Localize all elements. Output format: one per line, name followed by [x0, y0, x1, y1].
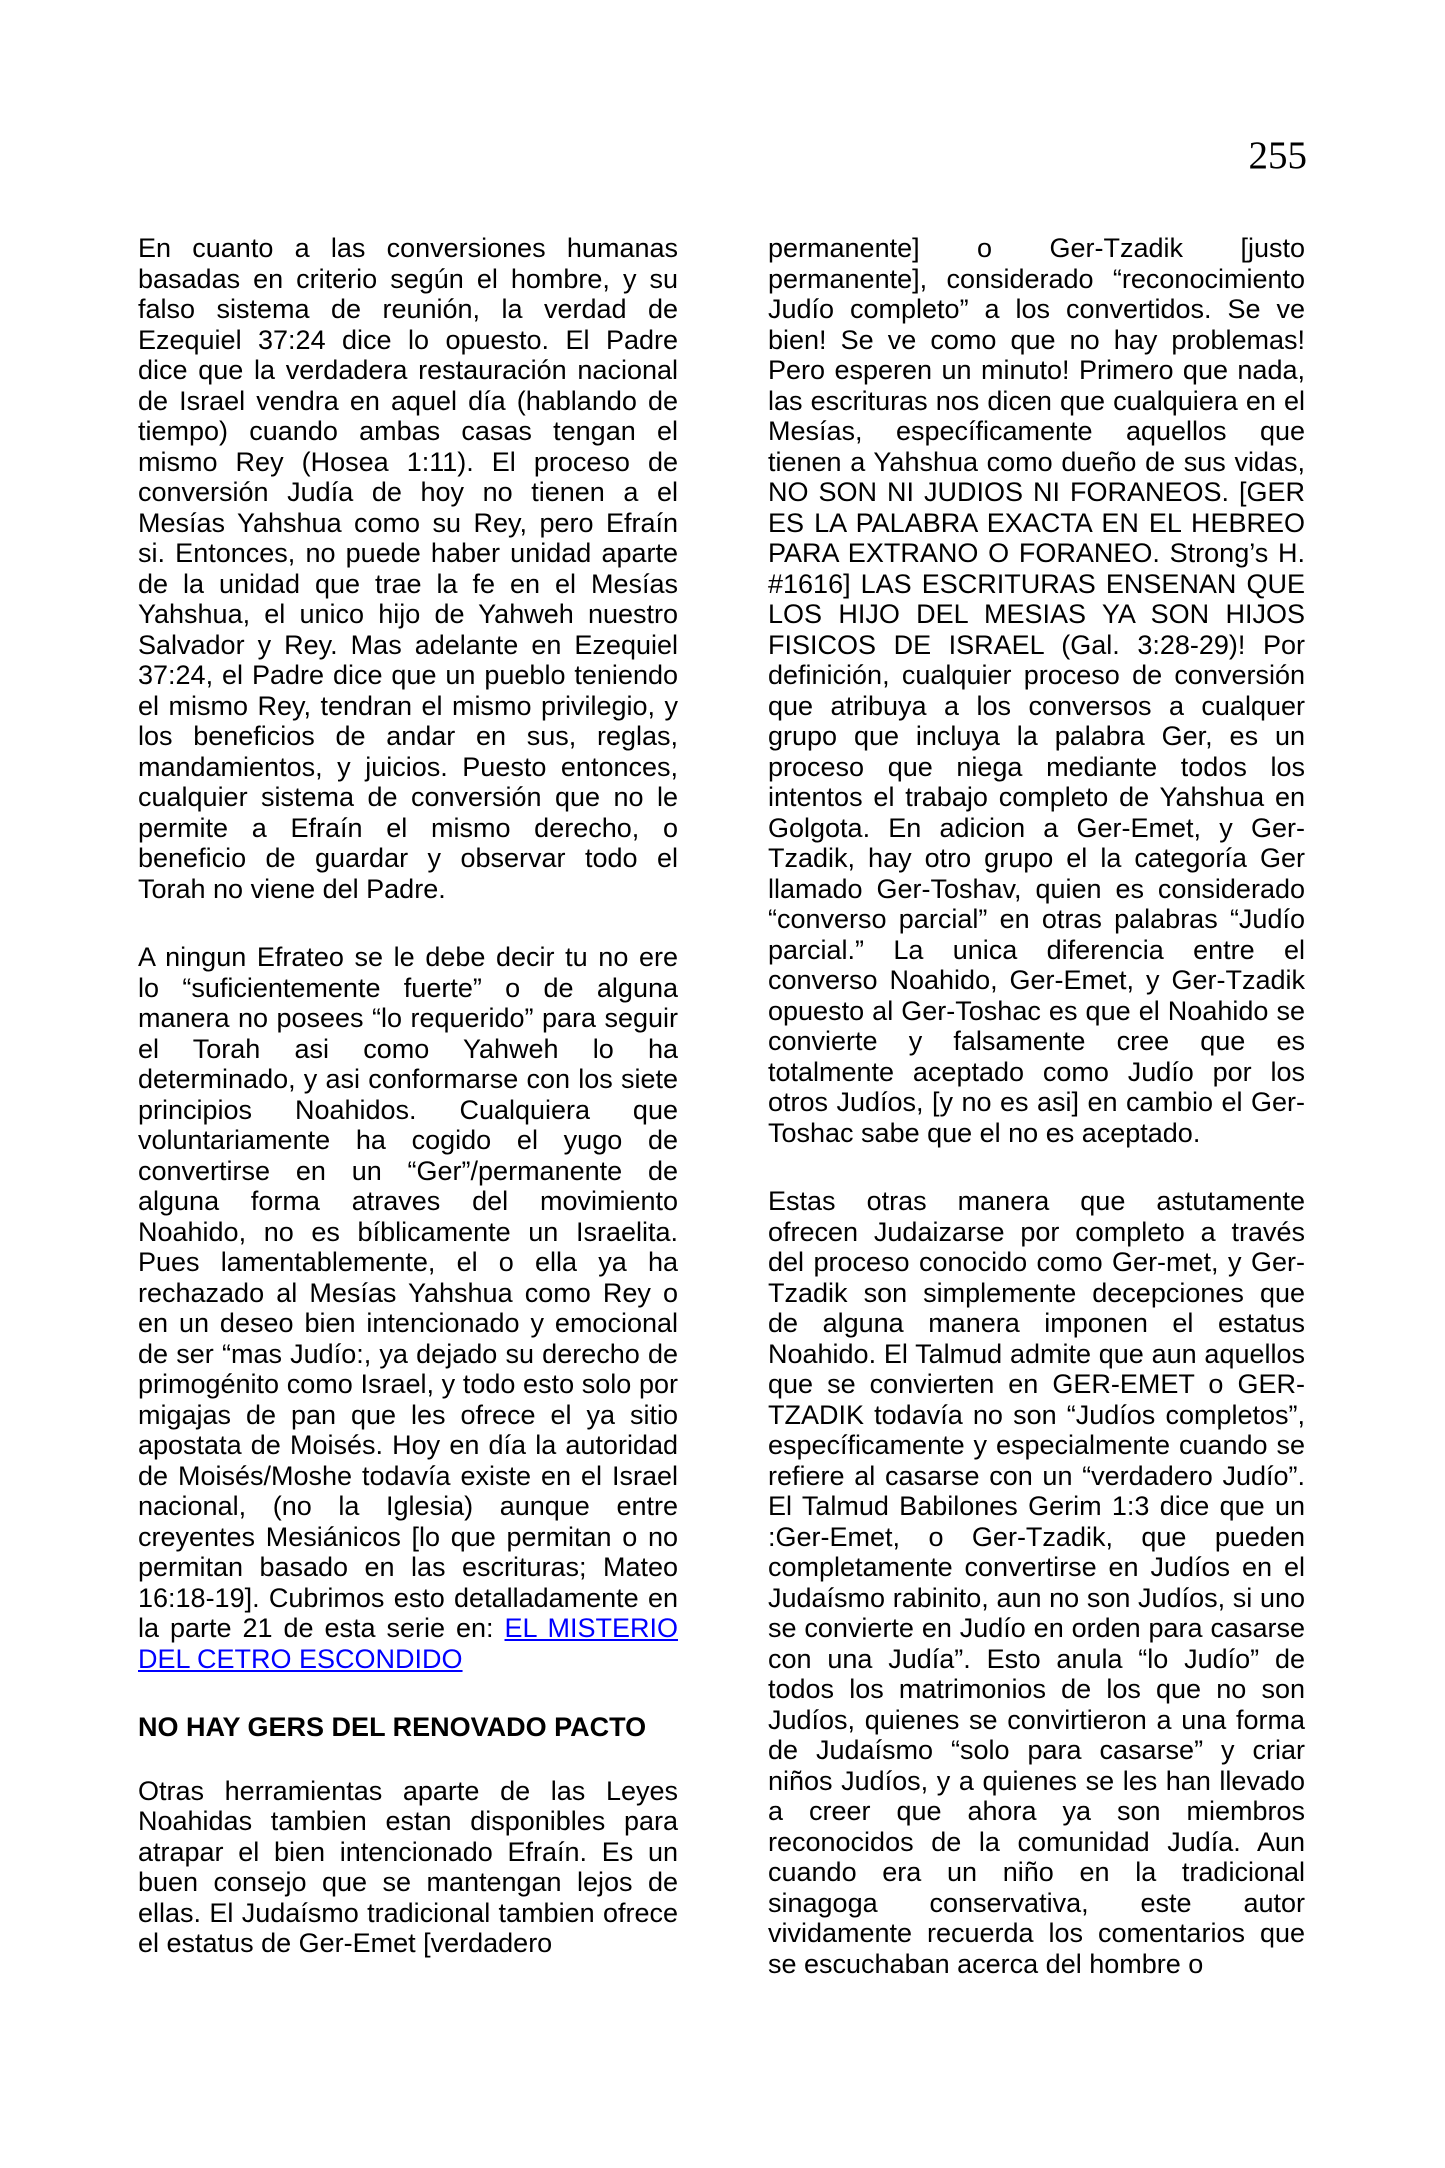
paragraph-conversiones: En cuanto a las conversiones humanas basadas en criterio según el hombre, y su falso sistema de reunión, la verdad de Ezequiel 37:24 dice lo opuesto. El Padre dice que la verdadera restauración nacional de Israel vendra en aquel día (hablando de tiempo) cuando ambas casas tengan el mismo Rey (Hosea 1:11). El proceso de conversión Judía de hoy no tienen a el Mesías Yahshua como su Rey, pero Efraín si. Entonces, no puede haber unidad aparte de la unidad que trae la fe en el Mesías Yahshua, el unico hijo de Yahweh nuestro Salvador y Rey. Mas adelante en Ezequiel 37:24, el Padre dice que un pueblo teniendo el mismo Rey, tendran el mismo privilegio, y los beneficios de andar en sus, reglas, mandamientos, y juicios. Puesto entonces, cualquier sistema de conversión que no le permite a Efraín el mismo derecho, o beneficio de guardar y observar todo el Torah no viene del Padre.	[138, 233, 678, 904]
page-number: 255	[1248, 134, 1307, 177]
paragraph-estas-otras-maneras: Estas otras manera que astutamente ofrecen Judaizarse por completo a través del proceso conocido como Ger-met, y Ger-Tzadik son simplemente decepciones que de alguna manera imponen el estatus Noahido. El Talmud admite que aun aquellos que se convierten en GER-EMET o GER-TZADIK todavía no son “Judíos completos”, específicamente y especialmente cuando se refiere al casarse con un “verdadero Judío”. El Talmud Babilones Gerim 1:3 dice que un :Ger-Emet, o Ger-Tzadik, que pueden completamente convertirse en Judíos en el Judaísmo rabinito, aun no son Judíos, si uno se convierte en Judío en orden para casarse con una Judía”. Esto anula “lo Judío” de todos los matrimonios de los que no son Judíos, quienes se convirtieron a una forma de Judaísmo “solo para casarse” y criar niños Judíos, y a quienes se les han llevado a creer que ahora ya son miembros reconocidos de la comunidad Judía. Aun cuando era un niño en la tradicional sinagoga conservativa, este autor vividamente recuerda los comentarios que se escuchaban acerca del hombre o	[768, 1186, 1305, 1979]
right-column	[768, 233, 1305, 2017]
two-column-layout	[138, 233, 1305, 2017]
left-column	[138, 233, 678, 2017]
paragraph-otras-herramientas: Otras herramientas aparte de las Leyes Noahidas tambien estan disponibles para atrapar el bien intencionado Efraín. Es un buen consejo que se mantengan lejos de ellas. El Judaísmo tradicional tambien ofrece el estatus de Ger-Emet [verdadero	[138, 1775, 678, 1958]
misterio-cetro-escondido-link[interactable]: EL MISTERIO DEL CETRO ESCONDIDO	[138, 1613, 678, 1674]
paragraph-efrateo	[138, 942, 678, 1674]
paragraph-text: A ningun Efrateo se le debe decir tu no ere lo “suficientemente fuerte” o de alguna manera no posees “lo requerido” para seguir el Torah asi como Yahweh lo ha determinado, y asi conformarse con los siete principios Noahidos. Cualquiera que voluntariamente ha cogido el yugo de convertirse en un “Ger”/permanente de alguna forma atraves del movimiento Noahido, no es bíblicamente un Israelita. Pues lamentablemente, el o ella ya ha rechazado al Mesías Yahshua como Rey o en un deseo bien intencionado y emocional de ser “mas Judío:, ya dejado su derecho de primogénito como Israel, y todo esto solo por migajas de pan que les ofrece el ya sitio apostata de Moisés. Hoy en día la autoridad de Moisés/Moshe todavía existe en el Israel nacional, (no la Iglesia) aunque entre creyentes Mesiánicos [lo que permitan o no permitan basado en las escrituras; Mateo 16:18-19]. Cubrimos esto detalladamente en la parte 21 de esta serie en:	[138, 942, 678, 1643]
paragraph-permanente-ger-tzadik: permanente] o Ger-Tzadik [justo permanente], considerado “reconocimiento Judío completo” a los convertidos. Se ve bien! Se ve como que no hay problemas! Pero esperen un minuto! Primero que nada, las escrituras nos dicen que cualquiera en el Mesías, específicamente aquellos que tienen a Yahshua como dueño de sus vidas, NO SON NI JUDIOS NI FORANEOS. [GER ES LA PALABRA EXACTA EN EL HEBREO PARA EXTRANO O FORANEO. Strong’s H. #1616] LAS ESCRITURAS ENSENAN QUE LOS HIJO DEL MESIAS YA SON HIJOS FISICOS DE ISRAEL (Gal. 3:28-29)! Por definición, cualquier proceso de conversión que atribuya a los conversos a cualquer grupo que incluya la palabra Ger, es un proceso que niega mediante todos los intentos el trabajo completo de Yahshua en Golgota. En adicion a Ger-Emet, y Ger-Tzadik, hay otro grupo el la categoría Ger llamado Ger-Toshav, quien es considerado “converso parcial” en otras palabras “Judío parcial.” La unica diferencia entre el converso Noahido, Ger-Emet, y Ger-Tzadik opuesto al Ger-Toshac es que el Noahido se convierte y falsamente cree que es totalmente aceptado como Judío por los otros Judíos, [y no es asi] en cambio el Ger-Toshac sabe que el no es aceptado.	[768, 233, 1305, 1148]
section-heading-no-hay-gers: NO HAY GERS DEL RENOVADO PACTO	[138, 1712, 647, 1742]
